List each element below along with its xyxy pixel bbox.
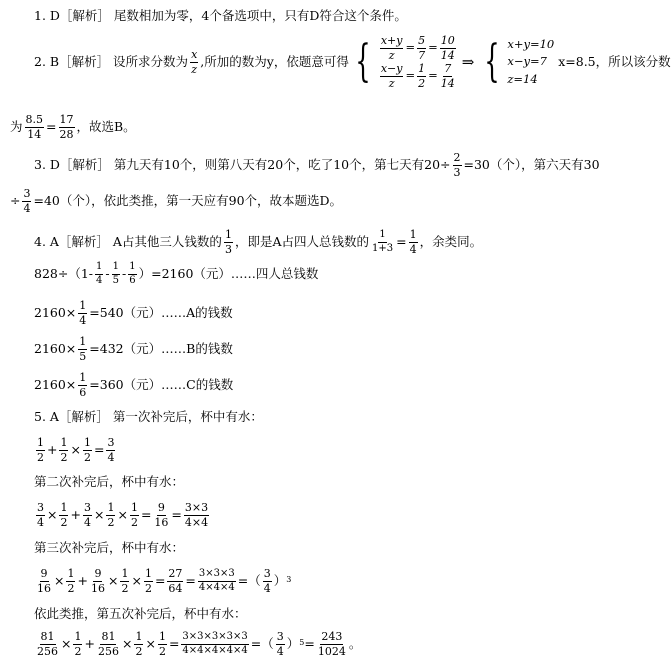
brace-icon: { — [355, 36, 371, 88]
q1-text: 1. D［解析］ 尾数相加为零，4个备选项中，只有D符合这个条件。 — [34, 8, 407, 23]
q2-frac-xz: x z — [191, 48, 198, 76]
q4-calc-a: 2160× $\frac{1}{4}$ =540（元）……A的钱数 — [34, 299, 233, 327]
q4-l2-f3: 1 6 — [129, 261, 136, 286]
q2-eq1-mid: $\frac{5}{7}$ — [418, 34, 426, 62]
q4-f3: $\frac{1}{4}$ — [409, 228, 417, 256]
q4-f1: 1 3 — [224, 228, 232, 256]
q2-r2: $\frac{17}{28}$ — [59, 113, 74, 141]
q4-total-line: 828÷（1- 1 4 - 1 5 - 1 6 ）=2160（元）……四人总钱数 — [34, 261, 319, 286]
q5-eq4: $\frac{81}{256}$ × $\frac{1}{2}$ + $\frac{81}{256}$ × $\frac{1}{2}$ × $\frac{1}{2}$ = $\frac{3\times 3\times 3\times 3\times 3}{4\times 4\times 4\times 4\times 4}$ =（ 3 4 ） 5 = $\frac{243}{1024}$ 。 — [37, 630, 362, 658]
q4-f2: $\frac{1}{1+3}$ — [371, 229, 394, 254]
q2-eq1-right: $\frac{10}{14}$ — [440, 34, 455, 62]
q5-eq1: 1 2 + $\frac{1}{2}$ × $\frac{1}{2}$ = $\frac{3}{4}$ — [37, 436, 115, 464]
q4-calc-b: 2160× $\frac{1}{5}$ =432（元）……B的钱数 — [34, 335, 233, 363]
q2-mid: ,所加的数为y，依题意可得 — [200, 53, 349, 69]
q4-line1: 4. A［解析］ A占其他三人钱数的 1 3 ，即是A占四人总钱数的 $\frac{1}{1+3}$ = $\frac{1}{4}$ ，余类同。 — [34, 228, 483, 256]
q2-line2: 为 $\frac{8.5}{14}$ = $\frac{17}{28}$ ，故选B。 — [10, 113, 136, 141]
q4-calc-c: 2160× $\frac{1}{6}$ =360（元）……C的钱数 — [34, 371, 234, 399]
q5-lead: 5. A［解析］ 第一次补完后，杯中有水： — [34, 409, 263, 424]
implies-arrow-icon: ⇒ — [461, 52, 475, 71]
q4-l2-f1: 1 4 — [96, 261, 103, 286]
q5-h2: 第二次补完后，杯中有水： — [34, 474, 185, 489]
q2-eq2-left: $\frac{x-y}{z}$ — [380, 62, 403, 90]
q3-f1: $\frac{2}{3}$ — [453, 151, 461, 179]
q5-eq3: $\frac{9}{16}$ × $\frac{1}{2}$ + $\frac{9}{16}$ × $\frac{1}{2}$ × $\frac{1}{2}$ = $\frac{27}{64}$ = $\frac{3\times 3\times 3}{4\times 4\times 4}$ =（ 3 4 ） 3 — [37, 567, 292, 595]
q2-line1 — [34, 35, 671, 89]
q2-r1: $\frac{8.5}{14}$ — [25, 113, 44, 141]
q4-l2-f2: 1 5 — [112, 261, 119, 286]
q2-system1: { $\frac{x+y}{z}$ = $\frac{5}{7}$ = $\frac{10}{14}$ $\frac{x-y}{z}$ = $\frac{1}{2}$ = $\frac{7}{14}$ — [355, 34, 455, 90]
q3-line1: 3. D［解析］ 第九天有10个，则第八天有20个，吃了10个，第七天有20÷ $\frac{2}{3}$ =30（个），第六天有30 — [34, 151, 600, 179]
q1-line — [34, 10, 407, 23]
q5-h4: 依此类推，第五次补完后，杯中有水： — [34, 606, 247, 621]
q2-tail: x=8.5，所以该分数 — [558, 53, 671, 69]
brace-icon: { — [484, 36, 501, 88]
q2-lead: 2. B［解析］ 设所求分数为 — [34, 53, 189, 69]
q2-eq1-left: $\frac{x+y}{z}$ — [380, 34, 403, 62]
q2-system2: { x+y=10 x−y=7 z=14 — [484, 36, 555, 88]
q2-eq2-right: $\frac{7}{14}$ — [440, 62, 455, 90]
q5-eq2: $\frac{3}{4}$ × $\frac{1}{2}$ + $\frac{3}{4}$ × $\frac{1}{2}$ × $\frac{1}{2}$ = $\frac{9}{16}$ = $\frac{3\times 3}{4\times 4}$ — [37, 501, 209, 529]
q2-eq2-mid: $\frac{1}{2}$ — [418, 62, 426, 90]
q3-f2: $\frac{3}{4}$ — [23, 187, 31, 215]
q5-h3: 第三次补完后，杯中有水： — [34, 540, 185, 555]
q3-line2: ÷ $\frac{3}{4}$ =40（个），依此类推，第一天应有90个，故本题选D。 — [10, 187, 343, 215]
